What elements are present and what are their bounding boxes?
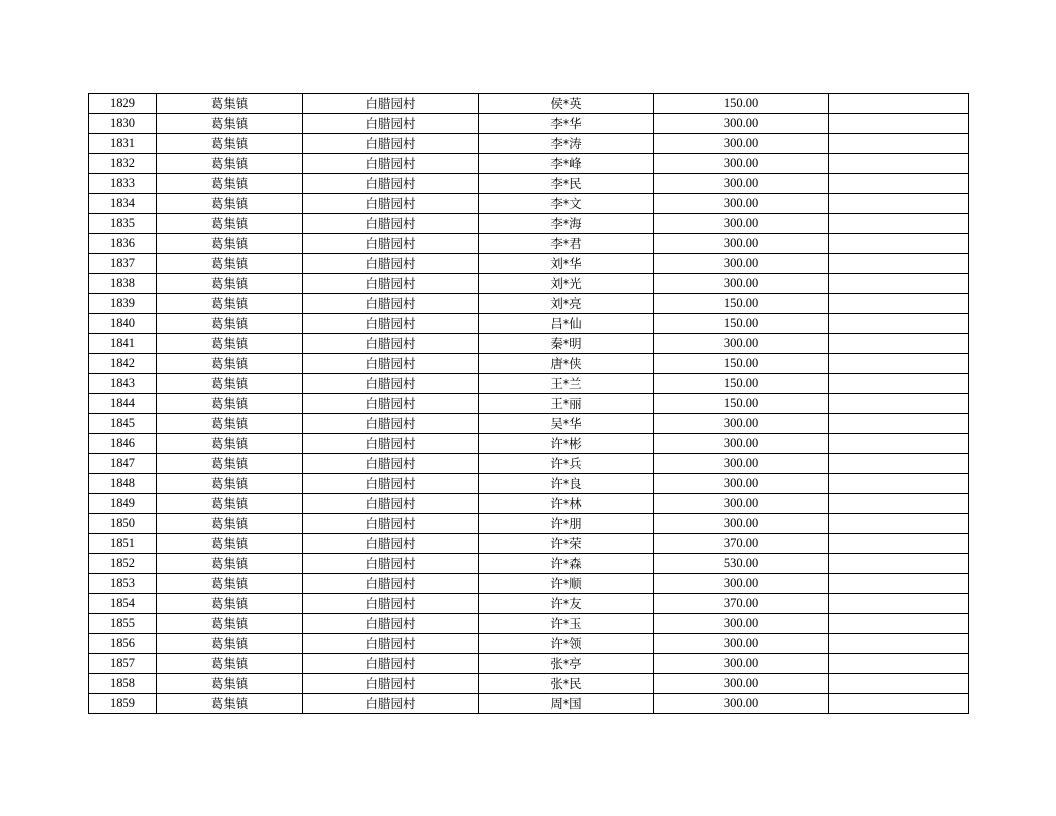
cell-town: 葛集镇	[157, 654, 303, 674]
cell-sequence: 1857	[89, 654, 157, 674]
cell-amount: 530.00	[654, 554, 829, 574]
cell-sequence: 1848	[89, 474, 157, 494]
cell-sequence: 1832	[89, 154, 157, 174]
cell-amount: 300.00	[654, 214, 829, 234]
cell-sequence: 1833	[89, 174, 157, 194]
cell-village: 白腊园村	[303, 414, 479, 434]
cell-name: 许*森	[479, 554, 654, 574]
table-row	[89, 594, 969, 614]
cell-name: 秦*明	[479, 334, 654, 354]
cell-town: 葛集镇	[157, 294, 303, 314]
cell-village: 白腊园村	[303, 534, 479, 554]
cell-amount: 300.00	[654, 154, 829, 174]
cell-amount: 300.00	[654, 234, 829, 254]
cell-name: 李*涛	[479, 134, 654, 154]
cell-sequence: 1840	[89, 314, 157, 334]
cell-town: 葛集镇	[157, 94, 303, 114]
cell-name: 刘*亮	[479, 294, 654, 314]
cell-village: 白腊园村	[303, 114, 479, 134]
cell-amount: 300.00	[654, 414, 829, 434]
cell-note	[829, 134, 969, 154]
cell-amount: 300.00	[654, 274, 829, 294]
cell-note	[829, 334, 969, 354]
cell-name: 吕*仙	[479, 314, 654, 334]
table-row	[89, 514, 969, 534]
table-row	[89, 174, 969, 194]
cell-name: 唐*侠	[479, 354, 654, 374]
cell-sequence: 1836	[89, 234, 157, 254]
cell-note	[829, 474, 969, 494]
cell-sequence: 1851	[89, 534, 157, 554]
table-row	[89, 254, 969, 274]
cell-amount: 300.00	[654, 114, 829, 134]
cell-village: 白腊园村	[303, 574, 479, 594]
table-row	[89, 274, 969, 294]
cell-name: 王*兰	[479, 374, 654, 394]
cell-town: 葛集镇	[157, 474, 303, 494]
cell-village: 白腊园村	[303, 194, 479, 214]
cell-name: 李*君	[479, 234, 654, 254]
cell-sequence: 1831	[89, 134, 157, 154]
cell-town: 葛集镇	[157, 254, 303, 274]
cell-amount: 300.00	[654, 674, 829, 694]
cell-sequence: 1837	[89, 254, 157, 274]
cell-name: 许*朋	[479, 514, 654, 534]
cell-village: 白腊园村	[303, 454, 479, 474]
cell-name: 许*良	[479, 474, 654, 494]
cell-amount: 370.00	[654, 534, 829, 554]
cell-name: 吴*华	[479, 414, 654, 434]
cell-sequence: 1835	[89, 214, 157, 234]
cell-sequence: 1830	[89, 114, 157, 134]
cell-sequence: 1839	[89, 294, 157, 314]
cell-name: 张*亭	[479, 654, 654, 674]
table-body	[89, 94, 969, 714]
cell-note	[829, 174, 969, 194]
cell-town: 葛集镇	[157, 154, 303, 174]
cell-sequence: 1849	[89, 494, 157, 514]
table-row	[89, 354, 969, 374]
cell-note	[829, 514, 969, 534]
cell-note	[829, 434, 969, 454]
table-row	[89, 454, 969, 474]
cell-town: 葛集镇	[157, 594, 303, 614]
cell-sequence: 1850	[89, 514, 157, 534]
cell-note	[829, 594, 969, 614]
table-row	[89, 154, 969, 174]
cell-sequence: 1852	[89, 554, 157, 574]
cell-sequence: 1858	[89, 674, 157, 694]
cell-town: 葛集镇	[157, 554, 303, 574]
cell-sequence: 1855	[89, 614, 157, 634]
cell-note	[829, 214, 969, 234]
cell-sequence: 1838	[89, 274, 157, 294]
cell-amount: 150.00	[654, 354, 829, 374]
cell-note	[829, 414, 969, 434]
cell-village: 白腊园村	[303, 694, 479, 714]
cell-note	[829, 554, 969, 574]
cell-name: 许*领	[479, 634, 654, 654]
cell-town: 葛集镇	[157, 494, 303, 514]
cell-town: 葛集镇	[157, 354, 303, 374]
table-row	[89, 654, 969, 674]
cell-village: 白腊园村	[303, 474, 479, 494]
cell-name: 许*兵	[479, 454, 654, 474]
cell-note	[829, 94, 969, 114]
cell-name: 张*民	[479, 674, 654, 694]
cell-sequence: 1856	[89, 634, 157, 654]
table-row	[89, 234, 969, 254]
beneficiary-table	[88, 93, 969, 714]
cell-note	[829, 274, 969, 294]
cell-village: 白腊园村	[303, 314, 479, 334]
table-row	[89, 434, 969, 454]
cell-village: 白腊园村	[303, 334, 479, 354]
cell-town: 葛集镇	[157, 214, 303, 234]
cell-amount: 300.00	[654, 254, 829, 274]
cell-amount: 300.00	[654, 434, 829, 454]
cell-name: 李*海	[479, 214, 654, 234]
cell-town: 葛集镇	[157, 454, 303, 474]
cell-note	[829, 394, 969, 414]
table-row	[89, 334, 969, 354]
cell-village: 白腊园村	[303, 654, 479, 674]
cell-amount: 300.00	[654, 454, 829, 474]
cell-village: 白腊园村	[303, 214, 479, 234]
cell-town: 葛集镇	[157, 134, 303, 154]
cell-note	[829, 654, 969, 674]
cell-note	[829, 194, 969, 214]
cell-note	[829, 694, 969, 714]
cell-name: 许*顺	[479, 574, 654, 594]
cell-village: 白腊园村	[303, 94, 479, 114]
cell-village: 白腊园村	[303, 394, 479, 414]
cell-amount: 150.00	[654, 314, 829, 334]
cell-sequence: 1859	[89, 694, 157, 714]
cell-note	[829, 454, 969, 474]
table-row	[89, 294, 969, 314]
cell-town: 葛集镇	[157, 574, 303, 594]
cell-town: 葛集镇	[157, 274, 303, 294]
cell-town: 葛集镇	[157, 374, 303, 394]
cell-village: 白腊园村	[303, 594, 479, 614]
cell-amount: 300.00	[654, 474, 829, 494]
cell-name: 周*国	[479, 694, 654, 714]
cell-amount: 300.00	[654, 634, 829, 654]
cell-town: 葛集镇	[157, 174, 303, 194]
cell-sequence: 1844	[89, 394, 157, 414]
cell-village: 白腊园村	[303, 674, 479, 694]
cell-town: 葛集镇	[157, 114, 303, 134]
cell-amount: 300.00	[654, 694, 829, 714]
cell-amount: 150.00	[654, 94, 829, 114]
cell-village: 白腊园村	[303, 494, 479, 514]
cell-town: 葛集镇	[157, 674, 303, 694]
table-row	[89, 554, 969, 574]
cell-town: 葛集镇	[157, 414, 303, 434]
table-row	[89, 214, 969, 234]
cell-amount: 300.00	[654, 574, 829, 594]
cell-name: 王*丽	[479, 394, 654, 414]
cell-sequence: 1854	[89, 594, 157, 614]
cell-sequence: 1846	[89, 434, 157, 454]
cell-name: 许*荣	[479, 534, 654, 554]
cell-village: 白腊园村	[303, 174, 479, 194]
cell-village: 白腊园村	[303, 154, 479, 174]
cell-name: 李*峰	[479, 154, 654, 174]
cell-name: 刘*光	[479, 274, 654, 294]
beneficiary-table-wrapper	[88, 93, 968, 714]
cell-note	[829, 154, 969, 174]
cell-note	[829, 254, 969, 274]
cell-sequence: 1829	[89, 94, 157, 114]
cell-amount: 300.00	[654, 654, 829, 674]
table-row	[89, 574, 969, 594]
cell-village: 白腊园村	[303, 634, 479, 654]
cell-sequence: 1845	[89, 414, 157, 434]
cell-sequence: 1834	[89, 194, 157, 214]
cell-name: 许*林	[479, 494, 654, 514]
cell-note	[829, 294, 969, 314]
cell-town: 葛集镇	[157, 394, 303, 414]
cell-note	[829, 674, 969, 694]
cell-village: 白腊园村	[303, 614, 479, 634]
cell-town: 葛集镇	[157, 314, 303, 334]
cell-town: 葛集镇	[157, 334, 303, 354]
cell-village: 白腊园村	[303, 554, 479, 574]
table-row	[89, 414, 969, 434]
cell-name: 许*彬	[479, 434, 654, 454]
table-row	[89, 674, 969, 694]
cell-amount: 150.00	[654, 394, 829, 414]
cell-amount: 150.00	[654, 294, 829, 314]
cell-sequence: 1853	[89, 574, 157, 594]
table-row	[89, 114, 969, 134]
cell-village: 白腊园村	[303, 134, 479, 154]
cell-town: 葛集镇	[157, 634, 303, 654]
table-row	[89, 614, 969, 634]
cell-town: 葛集镇	[157, 514, 303, 534]
cell-sequence: 1842	[89, 354, 157, 374]
cell-amount: 300.00	[654, 194, 829, 214]
cell-name: 刘*华	[479, 254, 654, 274]
table-row	[89, 374, 969, 394]
cell-name: 李*民	[479, 174, 654, 194]
cell-note	[829, 614, 969, 634]
cell-note	[829, 354, 969, 374]
cell-name: 许*友	[479, 594, 654, 614]
cell-village: 白腊园村	[303, 294, 479, 314]
cell-name: 李*华	[479, 114, 654, 134]
cell-town: 葛集镇	[157, 434, 303, 454]
table-row	[89, 314, 969, 334]
cell-village: 白腊园村	[303, 434, 479, 454]
cell-note	[829, 494, 969, 514]
cell-note	[829, 574, 969, 594]
cell-town: 葛集镇	[157, 194, 303, 214]
cell-town: 葛集镇	[157, 534, 303, 554]
cell-note	[829, 314, 969, 334]
table-row	[89, 134, 969, 154]
cell-note	[829, 374, 969, 394]
cell-name: 李*文	[479, 194, 654, 214]
table-row	[89, 94, 969, 114]
table-row	[89, 474, 969, 494]
cell-amount: 300.00	[654, 494, 829, 514]
cell-note	[829, 114, 969, 134]
cell-sequence: 1847	[89, 454, 157, 474]
cell-sequence: 1841	[89, 334, 157, 354]
table-row	[89, 394, 969, 414]
table-row	[89, 634, 969, 654]
cell-amount: 150.00	[654, 374, 829, 394]
cell-note	[829, 634, 969, 654]
cell-name: 许*玉	[479, 614, 654, 634]
table-row	[89, 494, 969, 514]
cell-amount: 300.00	[654, 614, 829, 634]
table-row	[89, 694, 969, 714]
cell-town: 葛集镇	[157, 234, 303, 254]
table-row	[89, 194, 969, 214]
cell-village: 白腊园村	[303, 354, 479, 374]
cell-amount: 300.00	[654, 174, 829, 194]
cell-sequence: 1843	[89, 374, 157, 394]
cell-amount: 300.00	[654, 134, 829, 154]
cell-town: 葛集镇	[157, 614, 303, 634]
cell-amount: 370.00	[654, 594, 829, 614]
table-row	[89, 534, 969, 554]
cell-amount: 300.00	[654, 334, 829, 354]
cell-name: 侯*英	[479, 94, 654, 114]
cell-town: 葛集镇	[157, 694, 303, 714]
cell-note	[829, 534, 969, 554]
cell-village: 白腊园村	[303, 514, 479, 534]
cell-note	[829, 234, 969, 254]
cell-village: 白腊园村	[303, 254, 479, 274]
cell-village: 白腊园村	[303, 374, 479, 394]
cell-village: 白腊园村	[303, 274, 479, 294]
cell-amount: 300.00	[654, 514, 829, 534]
cell-village: 白腊园村	[303, 234, 479, 254]
